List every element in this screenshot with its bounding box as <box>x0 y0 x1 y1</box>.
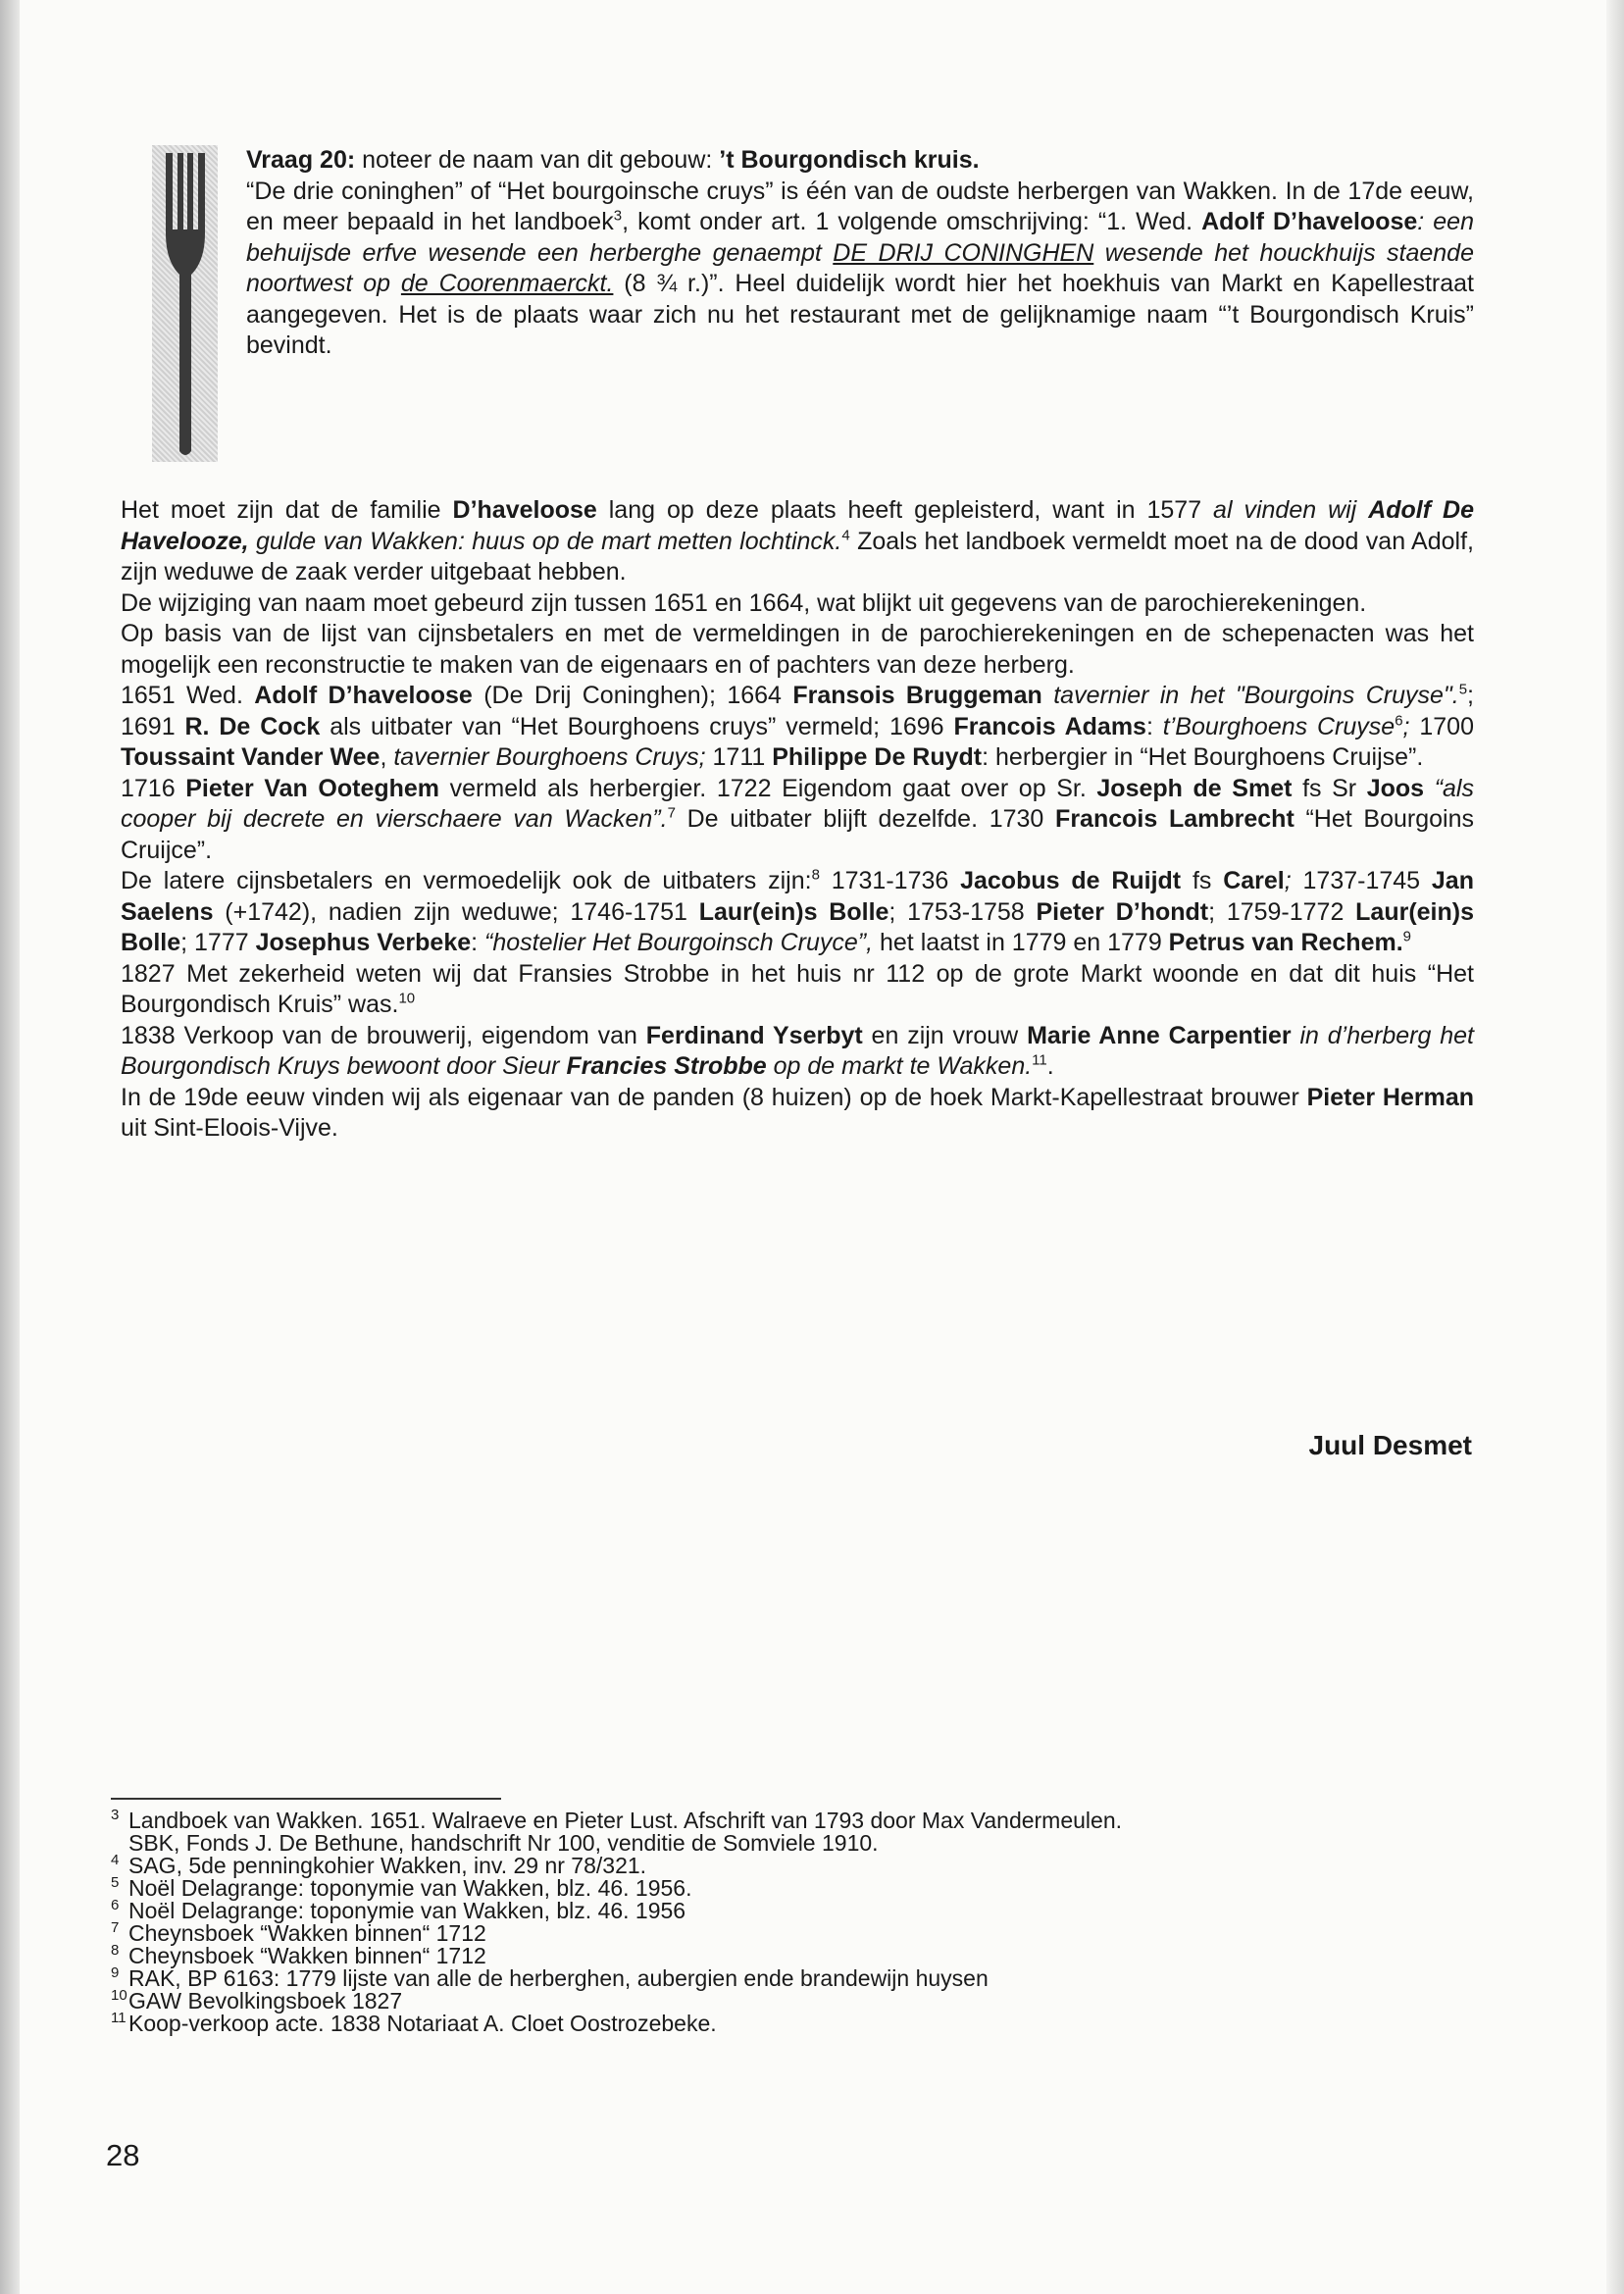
scan-edge-left <box>0 0 20 2294</box>
paragraph: Het moet zijn dat de familie D’haveloose lang op deze plaats heeft gepleisterd, want in 1577 al vinden wij Adolf De Havelooze, gulde van Wakken: huus op de mart metten lochtinck.$^4$ Zoals het landboek vermeldt moet na de dood van Adolf, zijn weduwe de zaak verder uitgebaat hebben. <box>121 496 1474 586</box>
person-name: Pieter Herman <box>1306 1083 1474 1111</box>
footnote-item: 4 SAG, 5de penningkohier Wakken, inv. 29 nr 78/321. <box>111 1852 647 1878</box>
quote-text: : een behuijsde erfve wesende een herberghe genaempt <box>246 208 1474 267</box>
quote-underlined: de Coorenmaerckt. <box>400 270 614 297</box>
footnote-item: 3 Landboek van Wakken. 1651. Walraeve en Pieter Lust. Afschrift van 1793 door Max Vandermeulen. <box>111 1807 1123 1833</box>
person-name: Francois Lambrecht <box>1055 805 1294 833</box>
paragraph: Op basis van de lijst van cijnsbetalers en met de vermeldingen in de parochierekeningen en de schepenacten was het mogelijk een reconstructie te maken van de eigenaars en of pachters van deze herberg. <box>121 620 1474 679</box>
person-name: R. De Cock <box>184 712 321 740</box>
scan-edge-right <box>1606 0 1624 2294</box>
footnote-divider <box>111 1798 501 1800</box>
person-name: Ferdinand Yserbyt <box>645 1021 863 1049</box>
intro-text: (8 ¾ r.)”. Heel duidelijk wordt hier het hoekhuis van Markt en Kapellestraat aangegeven. Het is de plaats waar zich nu het restaurant met de gelijknamige naam “’t Bourgondisch Kruis” bevindt. <box>246 270 1474 359</box>
person-name: D’haveloose <box>452 496 597 524</box>
quote-underlined: DE DRIJ CONINGHEN <box>833 238 1094 267</box>
person-name: Pieter D’hondt <box>1036 897 1209 926</box>
intro-text: , komt onder art. 1 volgende omschrijving: “1. Wed. <box>622 208 1202 235</box>
question-answer: ’t Bourgondisch kruis. <box>719 146 980 174</box>
person-name: Adolf De Havelooze, <box>121 496 1474 555</box>
footnote-item: 6 Noël Delagrange: toponymie van Wakken, blz. 46. 1956 <box>111 1897 686 1923</box>
footnote-item: 7 Cheynsboek “Wakken binnen“ 1712 <box>111 1919 486 1946</box>
person-name: Jacobus de Ruijdt <box>960 867 1182 894</box>
person-name: Francies Strobbe <box>566 1052 767 1080</box>
intro-paragraph <box>246 145 1474 362</box>
paragraph: 1838 Verkoop van de brouwerij, eigendom van Ferdinand Yserbyt en zijn vrouw Marie Anne Carpentier in d’herberg het Bourgondisch Kruys bewoont door Sieur Francies Strobbe op de markt te Wakken.$^{11}$. <box>121 1021 1474 1080</box>
person-name: Francois Adams <box>953 712 1146 740</box>
footnote-ref: 9 <box>1402 928 1412 945</box>
person-name: Adolf D’haveloose <box>1201 208 1418 235</box>
footnotes <box>111 1807 1386 2036</box>
person-name: Laur(ein)s Bolle <box>121 897 1474 956</box>
footnote-ref: 10 <box>398 990 416 1007</box>
footnote-ref: 6 <box>1395 712 1403 730</box>
person-name: Fransois Bruggeman <box>792 682 1042 709</box>
footnote-item: 5 Noël Delagrange: toponymie van Wakken, blz. 46. 1956. <box>111 1874 692 1901</box>
person-name: Jan Saelens <box>121 867 1474 926</box>
footnote-ref: 3 <box>613 207 623 225</box>
footnote-item: 9 RAK, BP 6163: 1779 lijste van alle de herberghen, aubergien ende brandewijn huysen <box>111 1964 989 1991</box>
person-name: Josephus Verbeke <box>255 929 472 956</box>
person-name: Joseph de Smet <box>1096 774 1293 802</box>
person-name: Laur(ein)s Bolle <box>698 897 889 926</box>
person-name: Philippe De Ruydt <box>772 743 983 771</box>
quote-text: wesende het houckhuijs staende noortwest op <box>246 238 1474 297</box>
paragraph: In de 19de eeuw vinden wij als eigenaar van de panden (8 huizen) op de hoek Markt-Kapellestraat brouwer Pieter Herman uit Sint-Eloois-Vijve. <box>121 1083 1474 1142</box>
paragraph: 1651 Wed. Adolf D’haveloose (De Drij Coninghen); 1664 Fransois Bruggeman tavernier in het "Bourgoins Cruyse".$^5$; 1691 R. De Cock als uitbater van “Het Bourghoens cruys” vermeld; 1696 Francois Adams: t’Bourghoens Cruyse$^6$; 1700 Toussaint Vander Wee, tavernier Bourghoens Cruys; 1711 Philippe De Ruydt: herbergier in “Het Bourghoens Cruijse”. <box>121 681 1474 771</box>
person-name: Carel <box>1223 867 1285 894</box>
question-text: noteer de naam van dit gebouw: <box>355 146 720 174</box>
paragraph: De latere cijnsbetalers en vermoedelijk ook de uitbaters zijn:$^8$ 1731-1736 Jacobus de Ruijdt fs Carel; 1737-1745 Jan Saelens (+1742), nadien zijn weduwe; 1746-1751 Laur(ein)s Bolle; 1753-1758 Pieter D’hondt; 1759-1772 Laur(ein)s Bolle; 1777 Josephus Verbeke: “hostelier Het Bourgoinsch Cruyce”, het laatst in 1779 en 1779 Petrus van Rechem.$^9$ <box>121 866 1474 956</box>
paragraph: 1827 Met zekerheid weten wij dat Fransies Strobbe in het huis nr 112 op de grote Markt woonde en dat dit huis “Het Bourgondisch Kruis” was.$^{10}$ <box>121 959 1474 1018</box>
question-label: Vraag 20: <box>246 146 356 174</box>
person-name: Pieter Van Ooteghem <box>185 774 440 802</box>
footnote-ref: 4 <box>841 527 850 544</box>
intro-text: “De drie coninghen” of “Het bourgoinsche cruys” is één van de oudste herbergen van Wakken. In de 17de eeuw, en meer bepaald in het landboek <box>246 177 1474 235</box>
person-name: Marie Anne Carpentier <box>1027 1021 1292 1049</box>
page-number: 28 <box>106 2138 140 2172</box>
footnote-item: 8 Cheynsboek “Wakken binnen“ 1712 <box>111 1942 486 1968</box>
person-name: Petrus van Rechem. <box>1168 929 1403 956</box>
person-name: Adolf D’haveloose <box>254 682 473 709</box>
footnote-item: 11 Koop-verkoop acte. 1838 Notariaat A. Cloet Oostrozebeke. <box>111 2010 717 2036</box>
person-name: Joos <box>1366 774 1425 802</box>
fork-icon <box>152 145 218 462</box>
person-name: Toussaint Vander Wee <box>121 743 381 771</box>
footnote-item: SBK, Fonds J. De Bethune, handschrift Nr 100, venditie de Somviele 1910. <box>128 1830 879 1856</box>
paragraph: 1716 Pieter Van Ooteghem vermeld als herbergier. 1722 Eigendom gaat over op Sr. Joseph de Smet fs Sr Joos “als cooper bij decrete en vierschaere van Wacken”.$^7$ De uitbater blijft dezelfde. 1730 Francois Lambrecht “Het Bourgoins Cruijce”. <box>121 774 1474 864</box>
footnote-ref: 8 <box>811 866 820 884</box>
footnote-ref: 5 <box>1458 681 1468 698</box>
footnote-ref: 7 <box>667 804 676 822</box>
paragraph: De wijziging van naam moet gebeurd zijn tussen 1651 en 1664, wat blijkt uit gegevens van de parochierekeningen. <box>121 588 1367 617</box>
footnote-item: 10GAW Bevolkingsboek 1827 <box>111 1987 403 2014</box>
author-signature: Juul Desmet <box>1308 1430 1472 1460</box>
body-text <box>121 495 1474 1145</box>
footnote-ref: 11 <box>1032 1051 1047 1069</box>
